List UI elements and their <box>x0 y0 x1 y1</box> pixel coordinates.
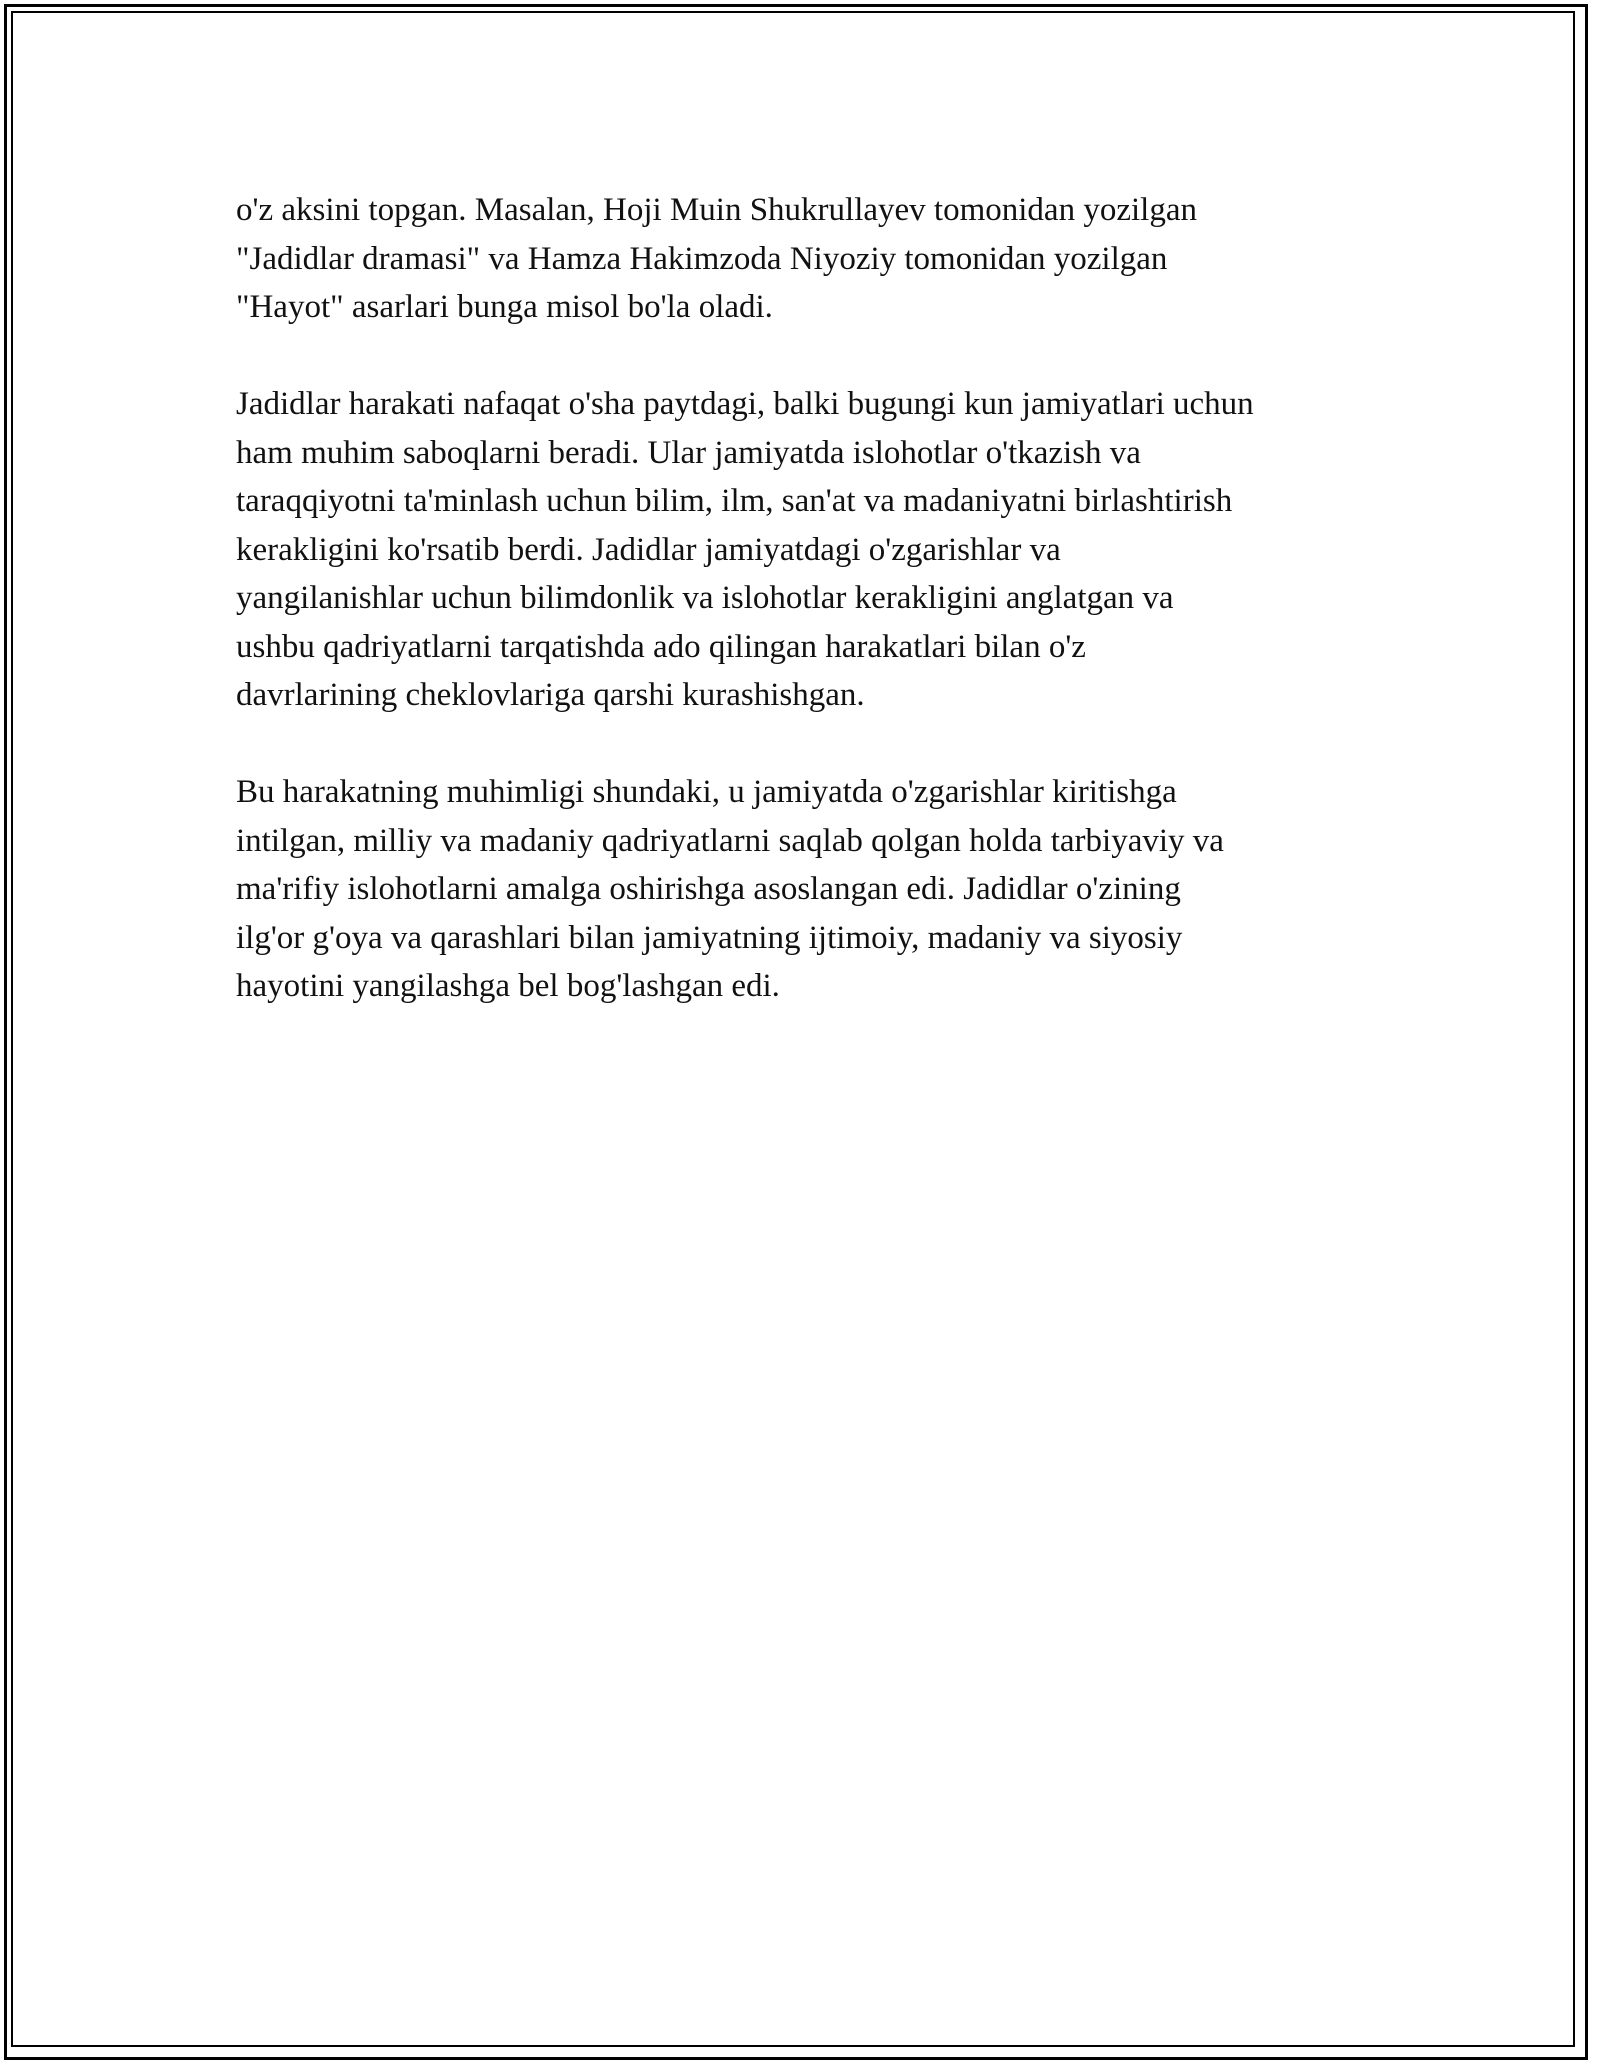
paragraph-3: Bu harakatning muhimligi shundaki, u jamiyatda o'zgarishlar kiritishga intilgan, milliy va madaniy qadriyatlarni saqlab qolgan holda tarbiyaviy va ma'rifiy islohotlarni amalga oshirishga asoslangan edi. Jadidlar o'zining ilg'or g'oya va qarashlari bilan jamiyatning ijtimoiy, madaniy va siyosiy hayotini yangilashga bel bog'lashgan edi. <box>236 774 1224 1004</box>
document-body <box>236 186 1396 1059</box>
paragraph-1: o'z aksini topgan. Masalan, Hoji Muin Shukrullayev tomonidan yozilgan "Jadidlar dramasi" va Hamza Hakimzoda Niyoziy tomonidan yozilgan "Hayot" asarlari bunga misol bo'la oladi. <box>236 192 1197 325</box>
paragraph-2: Jadidlar harakati nafaqat o'sha paytdagi, balki bugungi kun jamiyatlari uchun ham muhim saboqlarni beradi. Ular jamiyatda islohotlar o'tkazish va taraqqiyotni ta'minlash uchun bilim, ilm, san'at va madaniyatni birlashtirish kerakligini ko'rsatib berdi. Jadidlar jamiyatdagi o'zgarishlar va yangilanishlar uchun bilimdonlik va islohotlar kerakligini anglatgan va ushbu qadriyatlarni tarqatishda ado qilingan harakatlari bilan o'z davrlarining cheklovlariga qarshi kurashishgan. <box>236 386 1254 713</box>
